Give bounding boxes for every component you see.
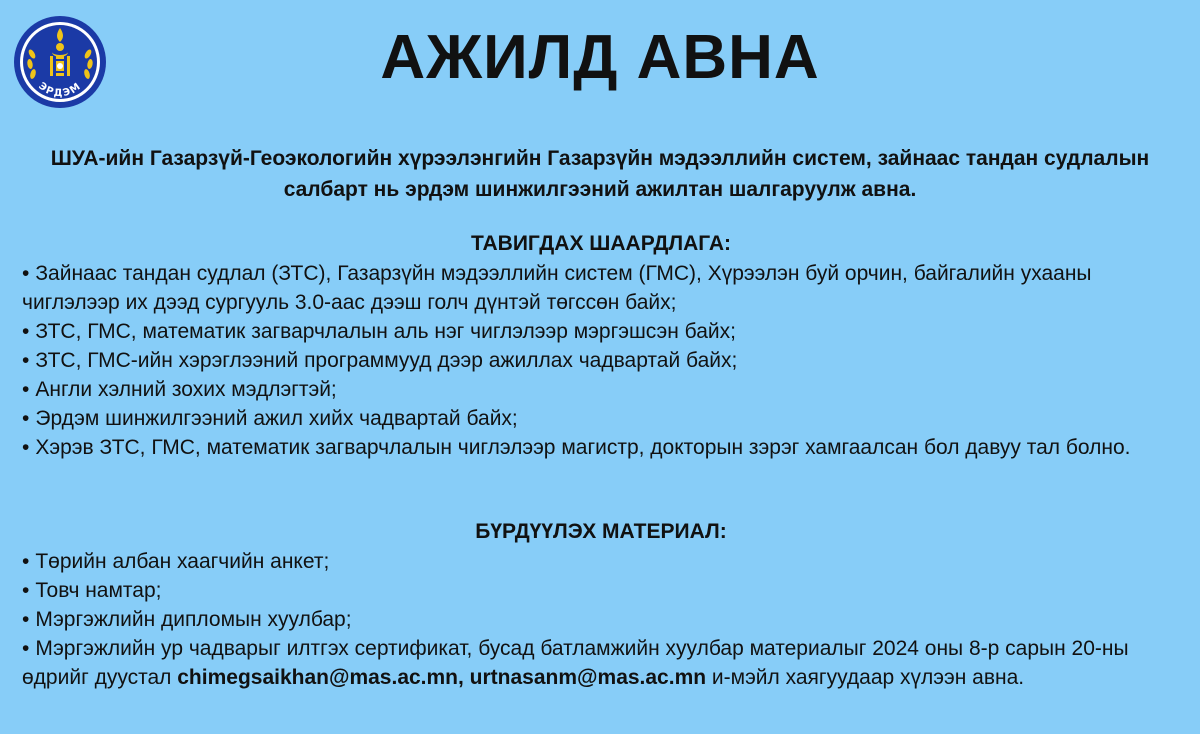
list-item: [22, 375, 1180, 404]
requirement-text: ЗТС, ГМС, математик загварчлалын аль нэг чиглэлээр мэргэшсэн байх;: [35, 320, 736, 343]
list-item: [22, 433, 1180, 462]
email-addresses[interactable]: chimegsaikhan@mas.ac.mn, urtnasanm@mas.ac.mn: [177, 666, 707, 689]
bullet: •: [22, 550, 30, 573]
bullet: •: [22, 637, 30, 660]
bullet: •: [22, 349, 30, 372]
materials-section: [22, 517, 1180, 692]
material-text: и-мэйл хаягуудаар хүлээн авна.: [711, 666, 1025, 689]
list-item: [22, 259, 1180, 317]
material-text: Төрийн албан хаагчийн анкет;: [35, 550, 330, 573]
material-text: Мэргэжлийн ур чадварыг илтгэх сертификат, бусад батламжийн хуулбар материалыг 2024 оны 8-р сарын 20-ны өдрийг дуустал: [22, 637, 1129, 689]
material-text: Мэргэжлийн дипломын хуулбар;: [35, 608, 352, 631]
requirements-list: [22, 259, 1180, 462]
requirements-heading: ТАВИГДАХ ШААРДЛАГА:: [471, 232, 731, 255]
list-item: [22, 346, 1180, 375]
bullet: •: [22, 407, 30, 430]
requirement-text: Англи хэлний зохих мэдлэгтэй;: [35, 378, 337, 401]
bullet: •: [22, 579, 30, 602]
intro-paragraph: ШУА-ийн Газарзүй-Геоэкологийн хүрээлэнгийн Газарзүйн мэдээллийн систем, зайнаас тандан судлалын салбарт нь эрдэм шинжилгээний ажилтан шалгаруулж авна.: [50, 147, 1150, 201]
page-title: АЖИЛД АВНА: [380, 23, 820, 92]
logo-text: ЭРДЭМ: [36, 80, 84, 100]
list-item: [22, 317, 1180, 346]
list-item: [22, 634, 1180, 692]
requirements-section: [22, 229, 1180, 462]
material-text: Товч намтар;: [35, 579, 162, 602]
requirement-text: Эрдэм шинжилгээний ажил хийх чадвартай байх;: [35, 407, 518, 430]
list-item: [22, 605, 1180, 634]
list-item: [22, 576, 1180, 605]
requirement-text: Хэрэв ЗТС, ГМС, математик загварчлалын чиглэлээр магистр, докторын зэрэг хамгаалсан бол давуу тал болно.: [35, 436, 1131, 459]
list-item: [22, 547, 1180, 576]
bullet: •: [22, 436, 30, 459]
requirement-text: ЗТС, ГМС-ийн хэрэглээний программууд дээр ажиллах чадвартай байх;: [35, 349, 738, 372]
bullet: •: [22, 608, 30, 631]
materials-heading: БҮРДҮҮЛЭХ МАТЕРИАЛ:: [475, 520, 727, 543]
list-item: [22, 404, 1180, 433]
materials-list: [22, 547, 1180, 692]
bullet: •: [22, 378, 30, 401]
bullet: •: [22, 262, 30, 285]
bullet: •: [22, 320, 30, 343]
requirement-text: Зайнаас тандан судлал (ЗТС), Газарзүйн мэдээллийн систем (ГМС), Хүрээлэн буй орчин, байгалийн ухааны чиглэлээр их дээд сургууль 3.0-аас дээш голч дүнтэй төгссөн байх;: [22, 262, 1092, 314]
